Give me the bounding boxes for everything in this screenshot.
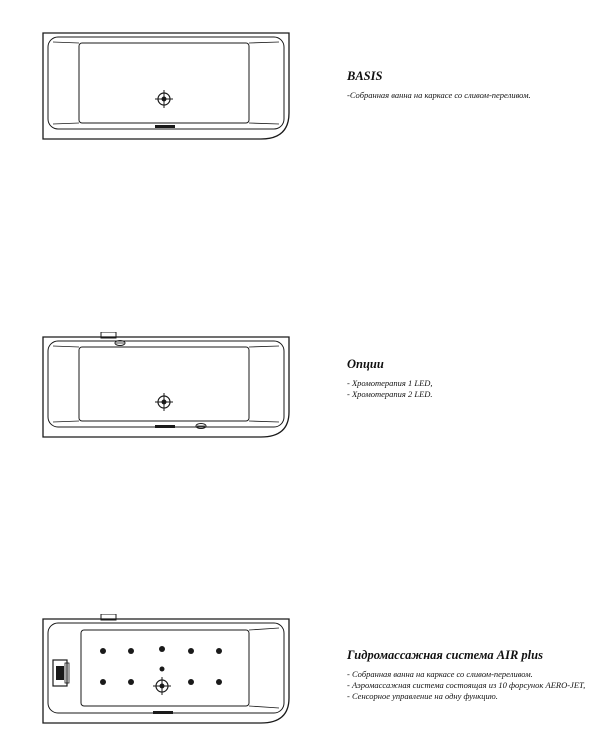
section-basis: [347, 69, 531, 101]
air-jet-icon: [188, 648, 194, 654]
overflow-slot: [153, 711, 173, 714]
drain-icon: [155, 90, 173, 108]
overflow-slot: [155, 125, 175, 128]
air-blower-icon: [53, 660, 69, 686]
drain-icon: [153, 677, 171, 695]
air-jet-icon: [100, 679, 106, 685]
section-line: - Сенсорное управление на одну функцию.: [347, 691, 498, 701]
section-line: -Собранная ванна на каркасе со сливом-переливом.: [347, 90, 531, 100]
section-line: - Собранная ванна на каркасе со сливом-переливом.: [347, 669, 533, 679]
air-jet-icon: [128, 679, 134, 685]
section-line: - Хромотерапия 2 LED.: [347, 389, 433, 399]
air-jet-icon: [159, 646, 165, 652]
section-title: BASIS: [347, 69, 383, 83]
air-jet-icon: [188, 679, 194, 685]
tub-outline: [43, 619, 289, 723]
bathtub-drawing-basis: [41, 31, 291, 143]
section-options: [347, 357, 433, 400]
section-title: Гидромассажная система AIR plus: [347, 648, 543, 662]
section-title: Опции: [347, 357, 384, 371]
bathtub-drawing-air-plus: [41, 614, 291, 726]
section-line: - Хромотерапия 1 LED,: [347, 378, 433, 388]
drain-icon: [155, 393, 173, 411]
tub-basin: [81, 630, 249, 706]
air-jet-icon: [100, 648, 106, 654]
air-jet-icon: [216, 648, 222, 654]
bathtub-basis-svg: [41, 31, 291, 143]
tub-outline: [43, 337, 289, 437]
section-line: - Аэромассажная система состоящая из 10 форсунок AERO-JET,: [347, 680, 586, 690]
air-jet-icon: [160, 667, 165, 672]
led-light-icon: [196, 424, 206, 429]
bathtub-options-svg: [41, 332, 291, 440]
overflow-slot: [155, 425, 175, 428]
bathtub-drawing-options: [41, 332, 291, 440]
tub-basin: [79, 43, 249, 123]
air-jet-icon: [128, 648, 134, 654]
bathtub-air-plus-svg: [41, 614, 291, 726]
air-jet-icon: [216, 679, 222, 685]
section-air-plus: [347, 648, 585, 702]
